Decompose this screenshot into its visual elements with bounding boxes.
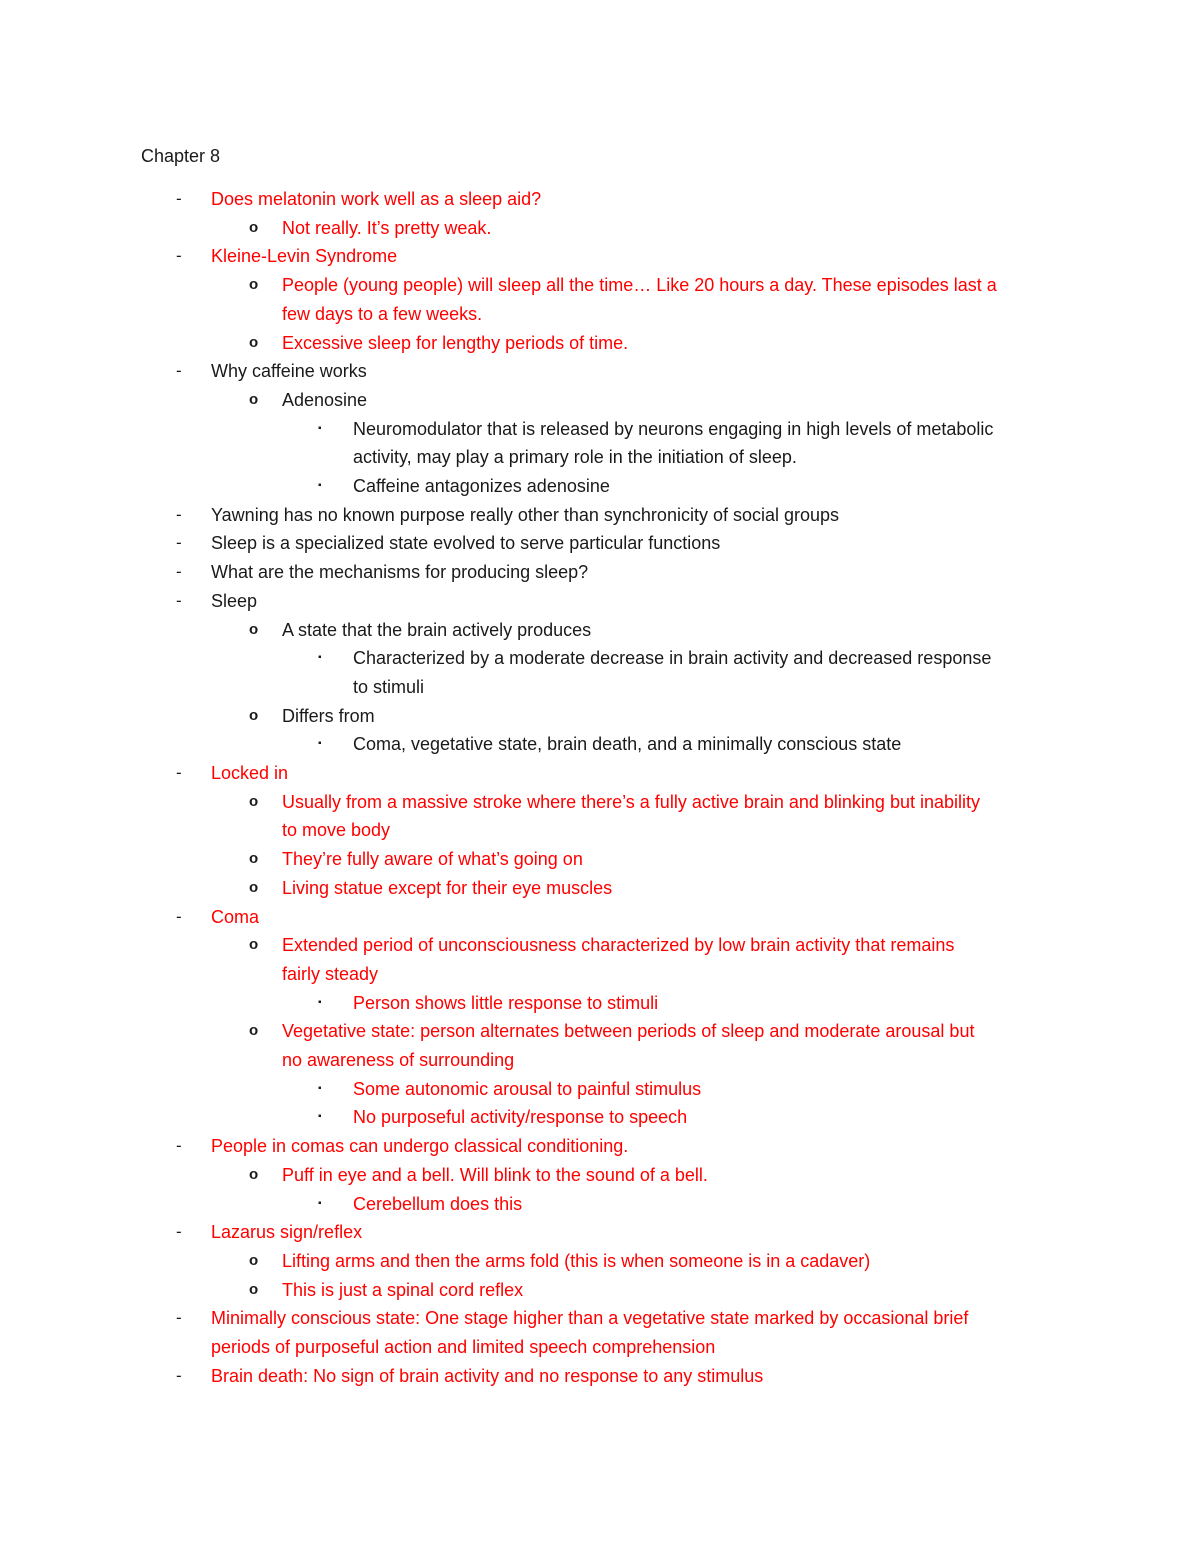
outline-line: A state that the brain actively produces [282, 619, 592, 640]
circle-bullet-icon: o [249, 1022, 259, 1040]
outline-line: Kleine-Levin Syndrome [211, 246, 398, 267]
outline-line: Why caffeine works [211, 361, 367, 382]
square-bullet-icon: ▪ [318, 652, 322, 664]
circle-bullet-icon: o [249, 850, 259, 868]
page-title: Chapter 8 [141, 146, 221, 166]
outline-line: to move body [282, 820, 391, 841]
outline-line: Sleep [211, 590, 258, 611]
square-bullet-icon: ▪ [318, 1111, 322, 1123]
outline-line: Person shows little response to stimuli [353, 992, 659, 1013]
outline-line: activity, may play a primary role in the initiation of sleep. [353, 447, 797, 468]
square-bullet-icon: ▪ [318, 996, 322, 1008]
outline-line: Puff in eye and a bell. Will blink to the sound of a bell. [282, 1164, 708, 1185]
outline-line: Living statue except for their eye muscles [282, 877, 613, 898]
dash-bullet-icon: - [176, 906, 182, 926]
outline-line: People in comas can undergo classical conditioning. [211, 1136, 629, 1157]
outline-line: This is just a spinal cord reflex [282, 1279, 524, 1300]
outline-line: Neuromodulator that is released by neurons engaging in high levels of metabolic [353, 418, 994, 439]
dash-bullet-icon: - [176, 1308, 182, 1328]
outline-line: Yawning has no known purpose really other than synchronicity of social groups [211, 504, 840, 525]
outline-line: Brain death: No sign of brain activity and no response to any stimulus [211, 1365, 764, 1386]
dash-bullet-icon: - [176, 763, 182, 782]
circle-bullet-icon: o [249, 878, 259, 896]
outline-line: Not really. It’s pretty weak. [282, 217, 492, 238]
outline-line: Some autonomic arousal to painful stimulus [353, 1078, 702, 1099]
dash-bullet-icon: - [176, 533, 182, 553]
outline-line: Usually from a massive stroke where there’s a fully active brain and blinking but inability [282, 791, 980, 812]
outline-line: People (young people) will sleep all the time… Like 20 hours a day. These episodes last a [282, 275, 997, 296]
dash-bullet-icon: - [176, 189, 182, 208]
outline-line: fairly steady [282, 963, 379, 984]
outline-line: Adenosine [282, 389, 368, 410]
outline-line: Does melatonin work well as a sleep aid? [211, 189, 542, 209]
circle-bullet-icon: o [249, 1165, 259, 1183]
dash-bullet-icon: - [176, 590, 182, 610]
square-bullet-icon: ▪ [318, 738, 322, 750]
outline-line: Lazarus sign/reflex [211, 1222, 363, 1243]
outline-line: Caffeine antagonizes adenosine [353, 476, 610, 496]
dash-bullet-icon: - [176, 504, 182, 524]
outline-line: few days to a few weeks. [282, 303, 483, 324]
square-bullet-icon: ▪ [318, 480, 322, 491]
square-bullet-icon: ▪ [318, 422, 322, 434]
circle-bullet-icon: o [249, 276, 259, 294]
circle-bullet-icon: o [249, 706, 259, 724]
outline-line: They’re fully aware of what’s going on [282, 849, 583, 870]
circle-bullet-icon: o [249, 620, 259, 638]
dash-bullet-icon: - [176, 1222, 182, 1242]
outline-line: Locked in [211, 763, 289, 783]
square-bullet-icon: ▪ [318, 1082, 322, 1094]
outline-line: periods of purposeful action and limited speech comprehension [211, 1337, 716, 1357]
dash-bullet-icon: - [176, 1136, 182, 1156]
dash-bullet-icon: - [176, 246, 182, 266]
dash-bullet-icon: - [176, 1365, 182, 1385]
outline-line: Excessive sleep for lengthy periods of time. [282, 332, 629, 353]
outline-line: No purposeful activity/response to speech [353, 1107, 688, 1128]
circle-bullet-icon: o [249, 792, 259, 810]
outline-line: Sleep is a specialized state evolved to serve particular functions [211, 533, 721, 554]
outline-line: no awareness of surrounding [282, 1050, 515, 1070]
circle-bullet-icon: o [249, 1280, 259, 1298]
outline-line: Coma, vegetative state, brain death, and a minimally conscious state [353, 734, 902, 755]
circle-bullet-icon: o [249, 218, 259, 236]
outline-line: Extended period of unconsciousness characterized by low brain activity that remains [282, 935, 955, 956]
outline-line: Characterized by a moderate decrease in brain activity and decreased response [353, 648, 992, 669]
dash-bullet-icon: - [176, 562, 182, 582]
dash-bullet-icon: - [176, 361, 182, 381]
outline-line: to stimuli [353, 676, 425, 697]
circle-bullet-icon: o [249, 390, 259, 408]
outline-line: Vegetative state: person alternates between periods of sleep and moderate arousal but [282, 1021, 975, 1042]
outline-line: Differs from [282, 705, 375, 726]
square-bullet-icon: ▪ [318, 1197, 322, 1209]
circle-bullet-icon: o [249, 333, 259, 351]
circle-bullet-icon: o [249, 936, 259, 954]
outline-line: What are the mechanisms for producing sleep? [211, 562, 589, 583]
circle-bullet-icon: o [249, 1251, 259, 1269]
outline-line: Cerebellum does this [353, 1193, 523, 1214]
outline-line: Lifting arms and then the arms fold (this is when someone is in a cadaver) [282, 1250, 871, 1271]
outline-line: Minimally conscious state: One stage higher than a vegetative state marked by occasional brief [211, 1308, 969, 1329]
outline-line: Coma [211, 906, 260, 927]
